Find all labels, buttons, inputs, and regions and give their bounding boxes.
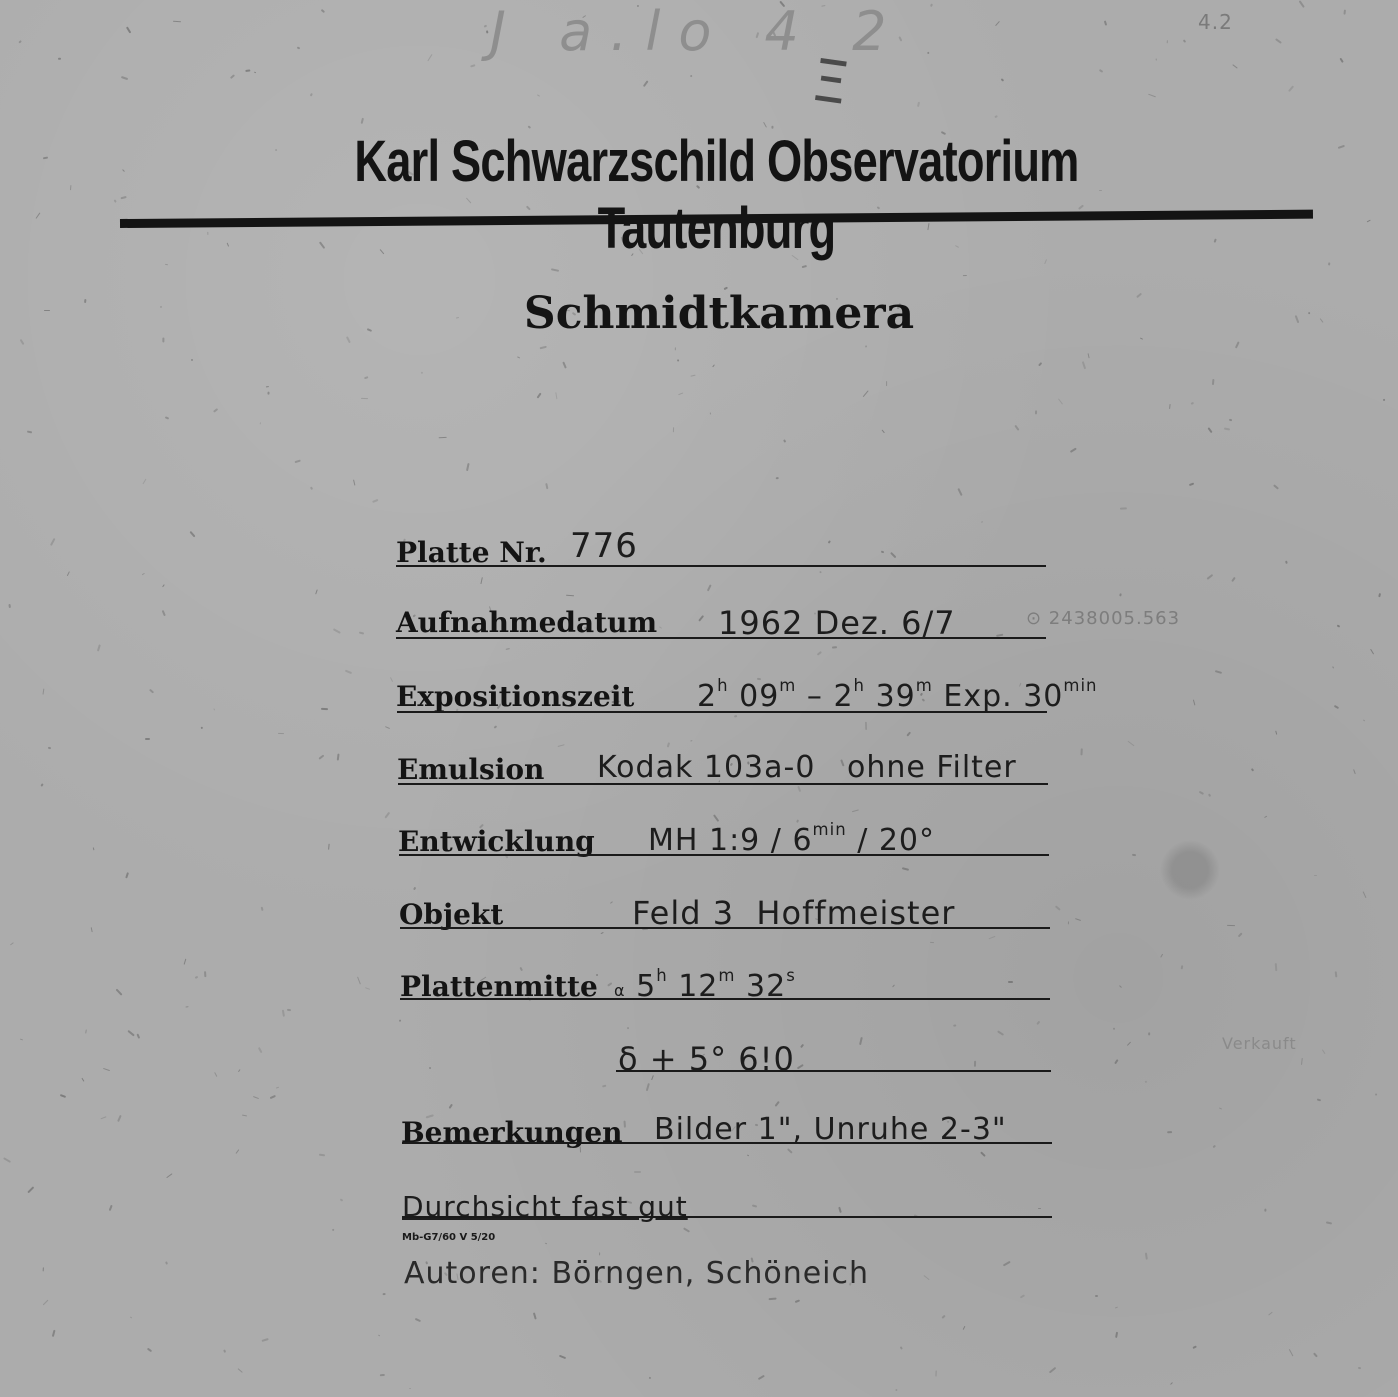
paper-fiber — [865, 722, 866, 730]
paper-fiber — [506, 647, 510, 649]
exposure-unit-m1: m — [779, 676, 797, 695]
exposure-duration: Exp. 30 — [943, 678, 1064, 714]
object-value: Feld 3 Hoffmeister — [632, 894, 956, 932]
form-code: Mb-G7/60 V 5/20 — [402, 1232, 496, 1243]
center-alpha-symbol: α — [614, 980, 626, 1000]
emulsion-label: Emulsion — [397, 753, 545, 786]
plate-rule — [396, 565, 1046, 567]
exposure-label: Expositionszeit — [396, 680, 635, 713]
delta-rule — [616, 1070, 1051, 1072]
paper-fiber — [204, 971, 207, 977]
exposure-end-minutes: 39 — [875, 678, 916, 714]
corner-note: 4.2 — [1198, 10, 1233, 34]
development-rule — [399, 854, 1049, 856]
emulsion-rule — [398, 783, 1048, 785]
plate-label: Platte Nr. — [396, 536, 547, 569]
center-rule — [400, 998, 1050, 1000]
center-alpha-minutes: 12 — [678, 968, 719, 1004]
development-ratio: MH 1:9 / 6 — [648, 822, 813, 858]
remarks-rule — [402, 1142, 1052, 1144]
exposure-end-hours: 2 — [833, 678, 854, 714]
paper-fiber — [57, 58, 60, 60]
center-margin-note: Verkauft — [1222, 1034, 1297, 1053]
center-unit-s: s — [786, 966, 796, 985]
development-value — [648, 820, 935, 858]
paper-fiber — [321, 708, 328, 710]
exposure-start-hours: 2 — [697, 678, 718, 714]
paper-fiber — [769, 1297, 777, 1299]
paper-fiber — [545, 1242, 547, 1244]
emulsion-value: Kodak 103a-0 ohne Filter — [597, 750, 1017, 785]
paper-fiber — [733, 714, 737, 717]
paper-fiber — [623, 1121, 626, 1128]
development-unit-min: min — [812, 820, 847, 839]
center-delta: δ + 5° 6!0 — [618, 1040, 795, 1078]
authors: Autoren: Börngen, Schöneich — [404, 1256, 870, 1291]
instrument-title: Schmidtkamera — [523, 288, 915, 339]
paper-fiber — [260, 907, 263, 912]
paper-fiber — [831, 645, 836, 648]
paper-fiber — [935, 1370, 936, 1376]
paper-fiber — [337, 753, 340, 760]
paper-fiber — [1264, 1208, 1266, 1211]
center-unit-m: m — [718, 966, 736, 985]
center-unit-h: h — [656, 966, 668, 985]
object-rule — [400, 927, 1050, 929]
paper-fiber — [994, 115, 997, 117]
exposure-rule — [397, 711, 1047, 713]
exposure-start-minutes: 09 — [739, 678, 780, 714]
transparency-value: Durchsicht fast gut — [402, 1190, 688, 1223]
development-label: Entwicklung — [398, 825, 595, 858]
object-label: Objekt — [399, 898, 504, 931]
remarks-value: Bilder 1", Unruhe 2-3" — [654, 1112, 1007, 1147]
exposure-unit-h1: h — [717, 676, 729, 695]
exposure-unit-h2: h — [853, 676, 866, 695]
observatory-title: Karl Schwarzschild Observatorium Tautenburg — [354, 129, 1079, 261]
exposure-value: 2$^h$ 09$^m$ – 2$^h$ 39$^m$ Exp. $30^{min}$ — [697, 676, 1098, 714]
development-temperature: / 20° — [857, 822, 936, 858]
transparency-rule — [402, 1216, 1052, 1218]
center-label: Plattenmitte — [400, 970, 598, 1003]
paper-fiber — [245, 69, 251, 71]
center-alpha-seconds: 32 — [746, 968, 787, 1004]
remarks-label: Bemerkungen — [401, 1116, 623, 1149]
top-scribble: J a.lo 4 2 — [490, 0, 905, 63]
date-margin-note: ⊙ 2438005.563 — [1026, 608, 1181, 629]
archive-mark: Ξ — [807, 45, 855, 119]
date-label: Aufnahmedatum — [396, 606, 658, 639]
paper-fiber — [1120, 507, 1127, 510]
plate-value: 776 — [570, 526, 638, 566]
date-value: 1962 Dez. 6/7 — [718, 604, 956, 642]
paper-fiber — [981, 520, 983, 522]
paper-fiber — [1314, 875, 1317, 877]
paper-fiber — [674, 348, 675, 351]
paper-fiber — [1038, 1208, 1041, 1209]
exposure-unit-min: min — [1063, 676, 1098, 695]
paper-fiber — [930, 942, 934, 943]
date-rule — [396, 637, 1046, 639]
center-alpha-hours: 5 — [636, 968, 657, 1004]
paper-fiber — [130, 1316, 132, 1318]
paper-fiber — [1334, 971, 1337, 977]
paper-fiber — [634, 1171, 641, 1173]
paper-fiber — [598, 1252, 600, 1255]
exposure-unit-m2: m — [915, 676, 933, 695]
paper-fiber — [1119, 593, 1121, 596]
